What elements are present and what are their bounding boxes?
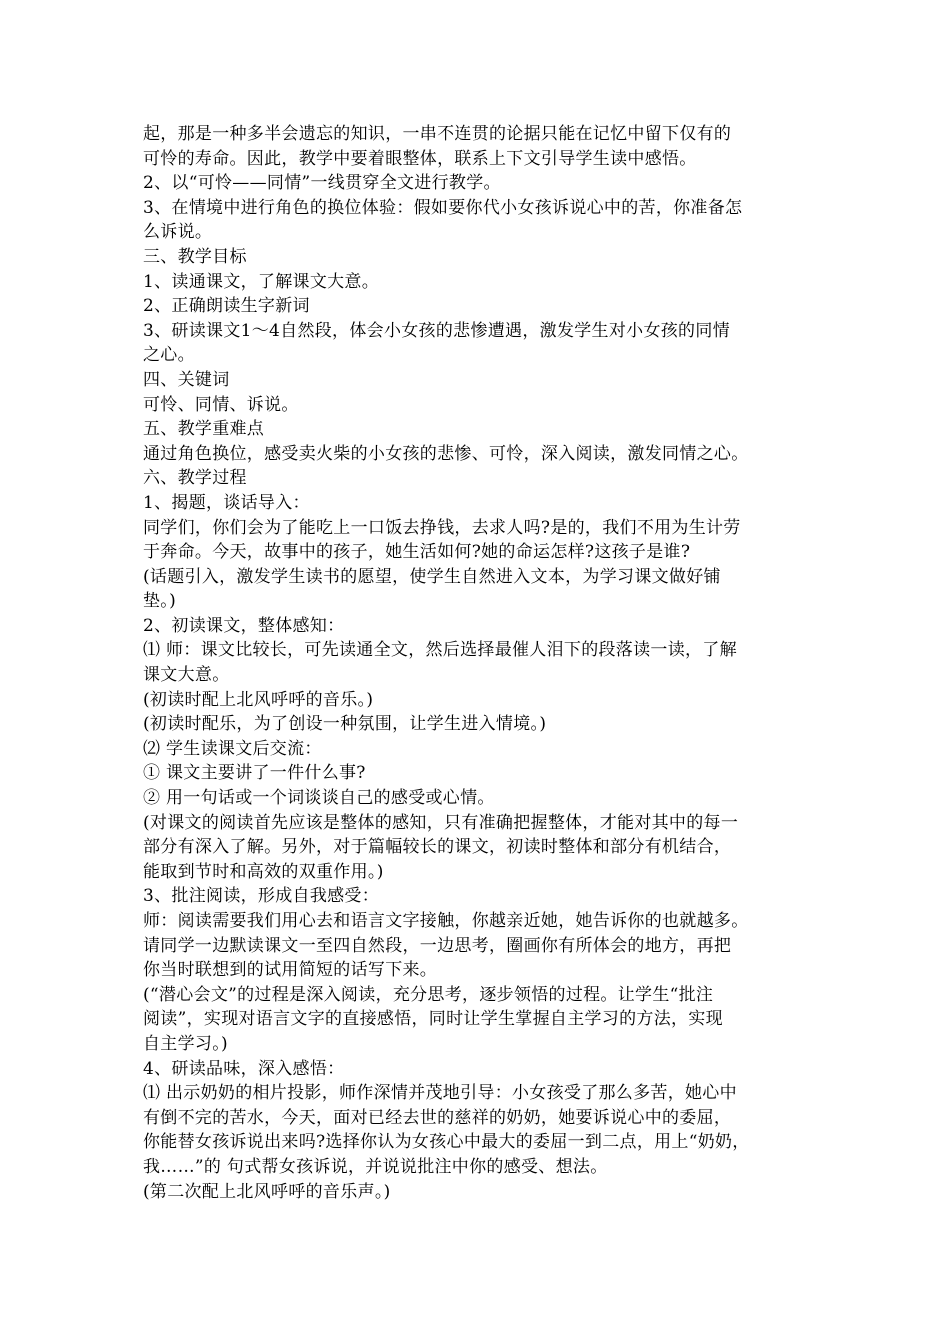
text-line: (“潜心会文”的过程是深入阅读，充分思考，逐步领悟的过程。让学生“批注	[143, 984, 714, 1005]
text-line: 可怜、同情、诉说。	[143, 394, 299, 415]
text-line: 4、研读品味，深入感悟：	[143, 1058, 345, 1079]
text-line: 能取到节时和高效的双重作用。)	[143, 861, 384, 882]
text-line: (对课文的阅读首先应该是整体的感知，只有准确把握整体，才能对其中的每一	[143, 812, 739, 833]
text-line: ① 课文主要讲了一件什么事?	[143, 763, 366, 784]
text-line: 1、读通课文，了解课文大意。	[143, 271, 380, 292]
text-line: (话题引入，激发学生读书的愿望，使学生自然进入文本，为学习课文做好铺	[143, 566, 721, 587]
text-line: 1、揭题，谈话导入：	[143, 492, 310, 513]
text-line: 同学们，你们会为了能吃上一口饭去挣钱，去求人吗?是的，我们不用为生计劳	[143, 517, 741, 538]
text-line: 2、以“可怜——同情”一线贯穿全文进行教学。	[143, 173, 501, 194]
text-line: (初读时配上北风呼呼的音乐。)	[143, 689, 374, 710]
section-heading: 五、教学重难点	[143, 419, 265, 440]
text-line: (第二次配上北风呼呼的音乐声。)	[143, 1181, 391, 1202]
section-heading: 六、教学过程	[143, 468, 247, 489]
document-page	[143, 122, 823, 1204]
text-line: 你能替女孩诉说出来吗?选择你认为女孩心中最大的委屈一到二点，用上“奶奶，	[143, 1132, 750, 1153]
text-line: 起，那是一种多半会遗忘的知识，一串不连贯的论据只能在记忆中留下仅有的	[143, 124, 732, 144]
text-line: 3、批注阅读，形成自我感受：	[143, 886, 380, 907]
text-line: ⑴ 师：课文比较长，可先读通全文，然后选择最催人泪下的段落读一读，了解	[143, 640, 737, 661]
text-line: 2、正确朗读生字新词	[143, 296, 310, 317]
text-line: 课文大意。	[143, 665, 230, 686]
text-line: ⑴ 出示奶奶的相片投影，师作深情并茂地引导：小女孩受了那么多苦，她心中	[143, 1083, 737, 1104]
text-line: ② 用一句话或一个词谈谈自己的感受或心情。	[143, 788, 495, 809]
text-line: 自主学习。)	[143, 1033, 228, 1054]
text-line: 部分有深入了解。另外，对于篇幅较长的课文，初读时整体和部分有机结合，	[143, 837, 732, 858]
section-heading: 四、关键词	[143, 369, 230, 390]
text-line: 3、研读课文1～4自然段，体会小女孩的悲惨遭遇，激发学生对小女孩的同情	[143, 320, 730, 341]
text-line: 你当时联想到的试用简短的话写下来。	[143, 960, 438, 981]
text-line: ⑵ 学生读课文后交流：	[143, 738, 322, 759]
section-heading: 三、教学目标	[143, 246, 247, 267]
text-line: 有倒不完的苦水，今天，面对已经去世的慈祥的奶奶，她要诉说心中的委屈，	[143, 1107, 732, 1128]
text-line: 阅读”，实现对语言文字的直接感悟，同时让学生掌握自主学习的方法，实现	[143, 1009, 723, 1030]
text-line: 之心。	[143, 345, 195, 366]
text-line: 于奔命。今天，故事中的孩子，她生活如何?她的命运怎样?这孩子是谁?	[143, 542, 691, 563]
text-line: 通过角色换位，感受卖火柴的小女孩的悲惨、可怜，深入阅读，激发同情之心。	[143, 443, 749, 464]
text-line: (初读时配乐，为了创设一种氛围，让学生进入情境。)	[143, 714, 547, 735]
text-line: 请同学一边默读课文一至四自然段，一边思考，圈画你有所体会的地方，再把	[143, 935, 732, 956]
text-line: 么诉说。	[143, 222, 213, 243]
text-line: 可怜的寿命。因此，教学中要着眼整体，联系上下文引导学生读中感悟。	[143, 148, 697, 169]
text-line: 3、在情境中进行角色的换位体验：假如要你代小女孩诉说心中的苦，你准备怎	[143, 197, 743, 218]
text-line: 2、初读课文，整体感知：	[143, 615, 345, 636]
text-line: 垫。)	[143, 591, 177, 612]
text-line: 我……”的 句式帮女孩诉说，并说说批注中你的感受、想法。	[143, 1156, 608, 1177]
text-line: 师：阅读需要我们用心去和语言文字接触，你越亲近她，她告诉你的也就越多。	[143, 911, 749, 931]
